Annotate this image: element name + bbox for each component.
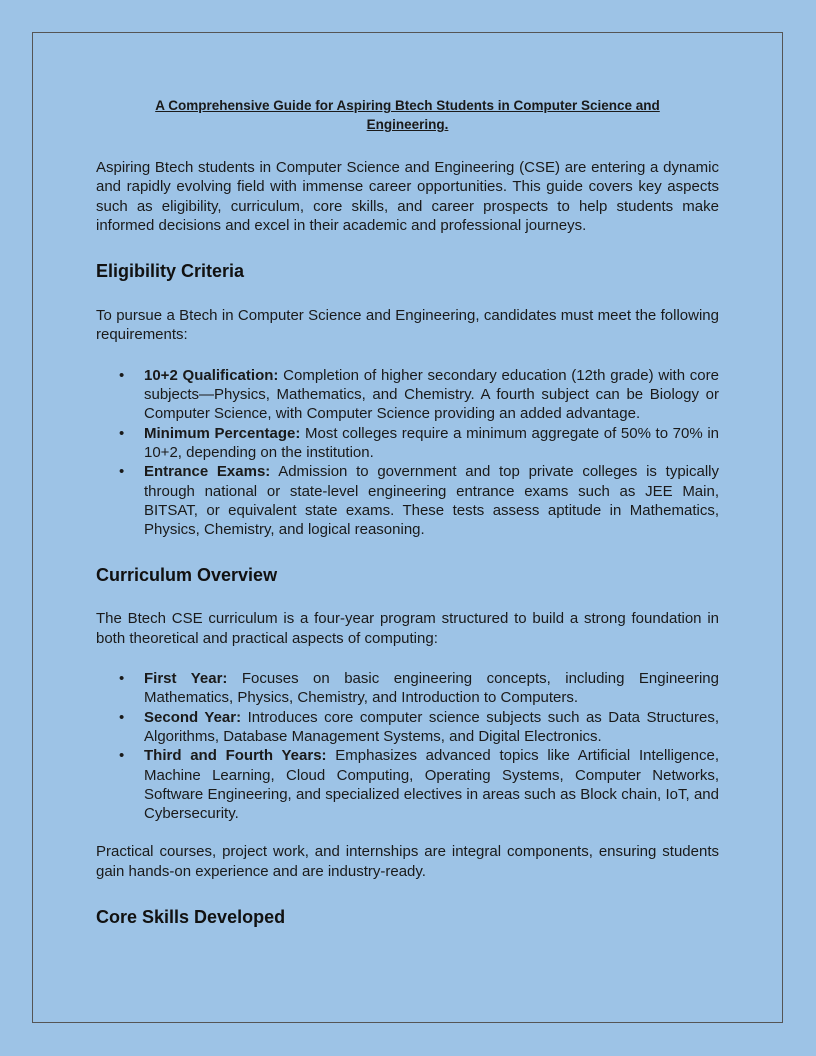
list-item	[119, 708, 719, 747]
list-item-text: Completion of higher secondary education (12th grade) with core subjects—Physics, Mathematics, and Chemistry. A fourth subject can be Biology or Computer Science, with Computer Science providing an added advantage.	[144, 366, 719, 423]
list-item-term: Second Year:	[144, 708, 242, 726]
list-item-text: Admission to government and top private colleges is typically through national or state-level engineering entrance exams such as JEE Main, BITSAT, or equivalent state exams. These tests assess aptitude in Mathematics, Physics, Chemistry, and logical reasoning.	[144, 463, 719, 539]
list-item	[119, 366, 719, 424]
list-item-text: Emphasizes advanced topics like Artificial Intelligence, Machine Learning, Cloud Computing, Operating Systems, Computer Networks, Software Engineering, and specialized electives in areas such as Block chain, IoT, and Cybersecurity.	[144, 747, 719, 823]
document-title: A Comprehensive Guide for Aspiring Btech Students in Computer Science and Engineering.	[155, 98, 660, 132]
list-item-text: Focuses on basic engineering concepts, including Engineering Mathematics, Physics, Chemistry, and Introduction to Computers.	[144, 670, 719, 707]
list-item-text: Most colleges require a minimum aggregate of 50% to 70% in 10+2, depending on the institution.	[144, 424, 719, 461]
curriculum-heading: Curriculum Overview	[96, 565, 278, 586]
curriculum-list	[96, 669, 719, 823]
list-item-text: Introduces core computer science subjects such as Data Structures, Algorithms, Database Management Systems, and Digital Electronics.	[144, 708, 719, 745]
bullet-icon: •	[119, 747, 125, 765]
list-item-term: Entrance Exams:	[144, 463, 271, 481]
list-item-term: 10+2 Qualification:	[144, 366, 279, 384]
bullet-icon: •	[119, 424, 125, 442]
list-item	[119, 746, 719, 823]
document-body	[96, 96, 719, 928]
eligibility-list	[96, 366, 719, 540]
curriculum-lead: The Btech CSE curriculum is a four-year program structured to build a strong foundation in both theoretical and practical aspects of computing:	[96, 610, 719, 647]
eligibility-lead: To pursue a Btech in Computer Science and Engineering, candidates must meet the following requirements:	[96, 307, 719, 344]
core-skills-heading: Core Skills Developed	[96, 907, 286, 928]
eligibility-heading: Eligibility Criteria	[96, 261, 245, 282]
list-item-term: Minimum Percentage:	[144, 424, 301, 442]
intro-paragraph: Aspiring Btech students in Computer Science and Engineering (CSE) are entering a dynamic and rapidly evolving field with immense career opportunities. This guide covers key aspects such as eligibility, curriculum, core skills, and career prospects to help students make informed decisions and excel in their academic and professional journeys.	[96, 159, 719, 234]
curriculum-closing: Practical courses, project work, and internships are integral components, ensuring students gain hands-on experience and are industry-ready.	[96, 843, 719, 880]
list-item	[119, 424, 719, 463]
list-item-term: Third and Fourth Years:	[144, 747, 327, 765]
bullet-icon: •	[119, 366, 125, 384]
list-item	[119, 462, 719, 539]
bullet-icon: •	[119, 708, 125, 726]
bullet-icon: •	[119, 463, 125, 481]
bullet-icon: •	[119, 670, 125, 688]
list-item	[119, 669, 719, 708]
list-item-term: First Year:	[144, 670, 228, 688]
